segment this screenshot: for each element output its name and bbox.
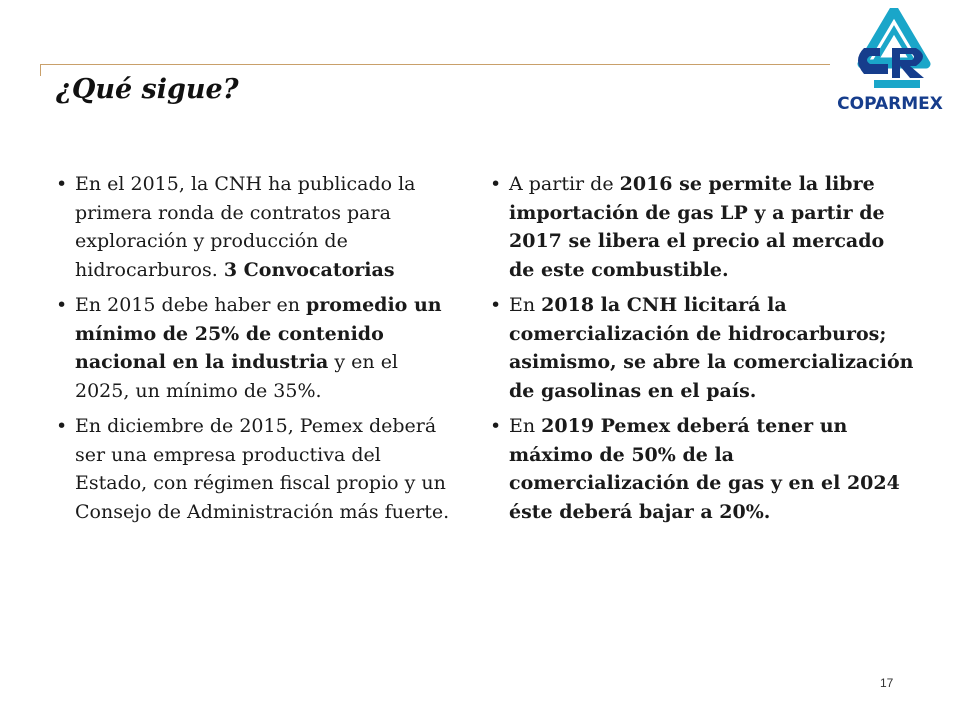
- right-column: [490, 170, 914, 533]
- bullet-icon: •: [490, 294, 502, 316]
- logo-wordmark: COPARMEX: [837, 94, 943, 114]
- list-item: • En 2019 Pemex deberá tener un máximo de 50% de la comercialización de gas y en el 2024 éste deberá bajar a 20%.: [490, 412, 914, 526]
- list-item: • En diciembre de 2015, Pemex deberá ser una empresa productiva del Estado, con régimen fiscal propio y un Consejo de Administración más fuerte.: [56, 412, 456, 526]
- list-item: • En el 2015, la CNH ha publicado la primera ronda de contratos para exploración y producción de hidrocarburos. 3 Convocatorias: [56, 170, 456, 284]
- bullet-icon: •: [56, 294, 68, 316]
- bullet-icon: •: [56, 415, 68, 437]
- left-column: [56, 170, 456, 533]
- slide-title: ¿Qué sigue?: [56, 74, 239, 105]
- list-item: • En 2015 debe haber en promedio un mínimo de 25% de contenido nacional en la industria y en el 2025, un mínimo de 35%.: [56, 291, 456, 405]
- coparmex-emblem-icon: [850, 8, 932, 92]
- coparmex-logo: [828, 8, 952, 118]
- header-rule-tick: [40, 64, 41, 76]
- bullet-icon: •: [490, 415, 502, 437]
- list-item: • En 2018 la CNH licitará la comercialización de hidrocarburos; asimismo, se abre la comercialización de gasolinas en el país.: [490, 291, 914, 405]
- list-item: • A partir de 2016 se permite la libre importación de gas LP y a partir de 2017 se libera el precio al mercado de este combustible.: [490, 170, 914, 284]
- bullet-icon: •: [490, 173, 502, 195]
- header-rule: [40, 64, 830, 65]
- bullet-icon: •: [56, 173, 68, 195]
- page-number: 17: [880, 676, 894, 690]
